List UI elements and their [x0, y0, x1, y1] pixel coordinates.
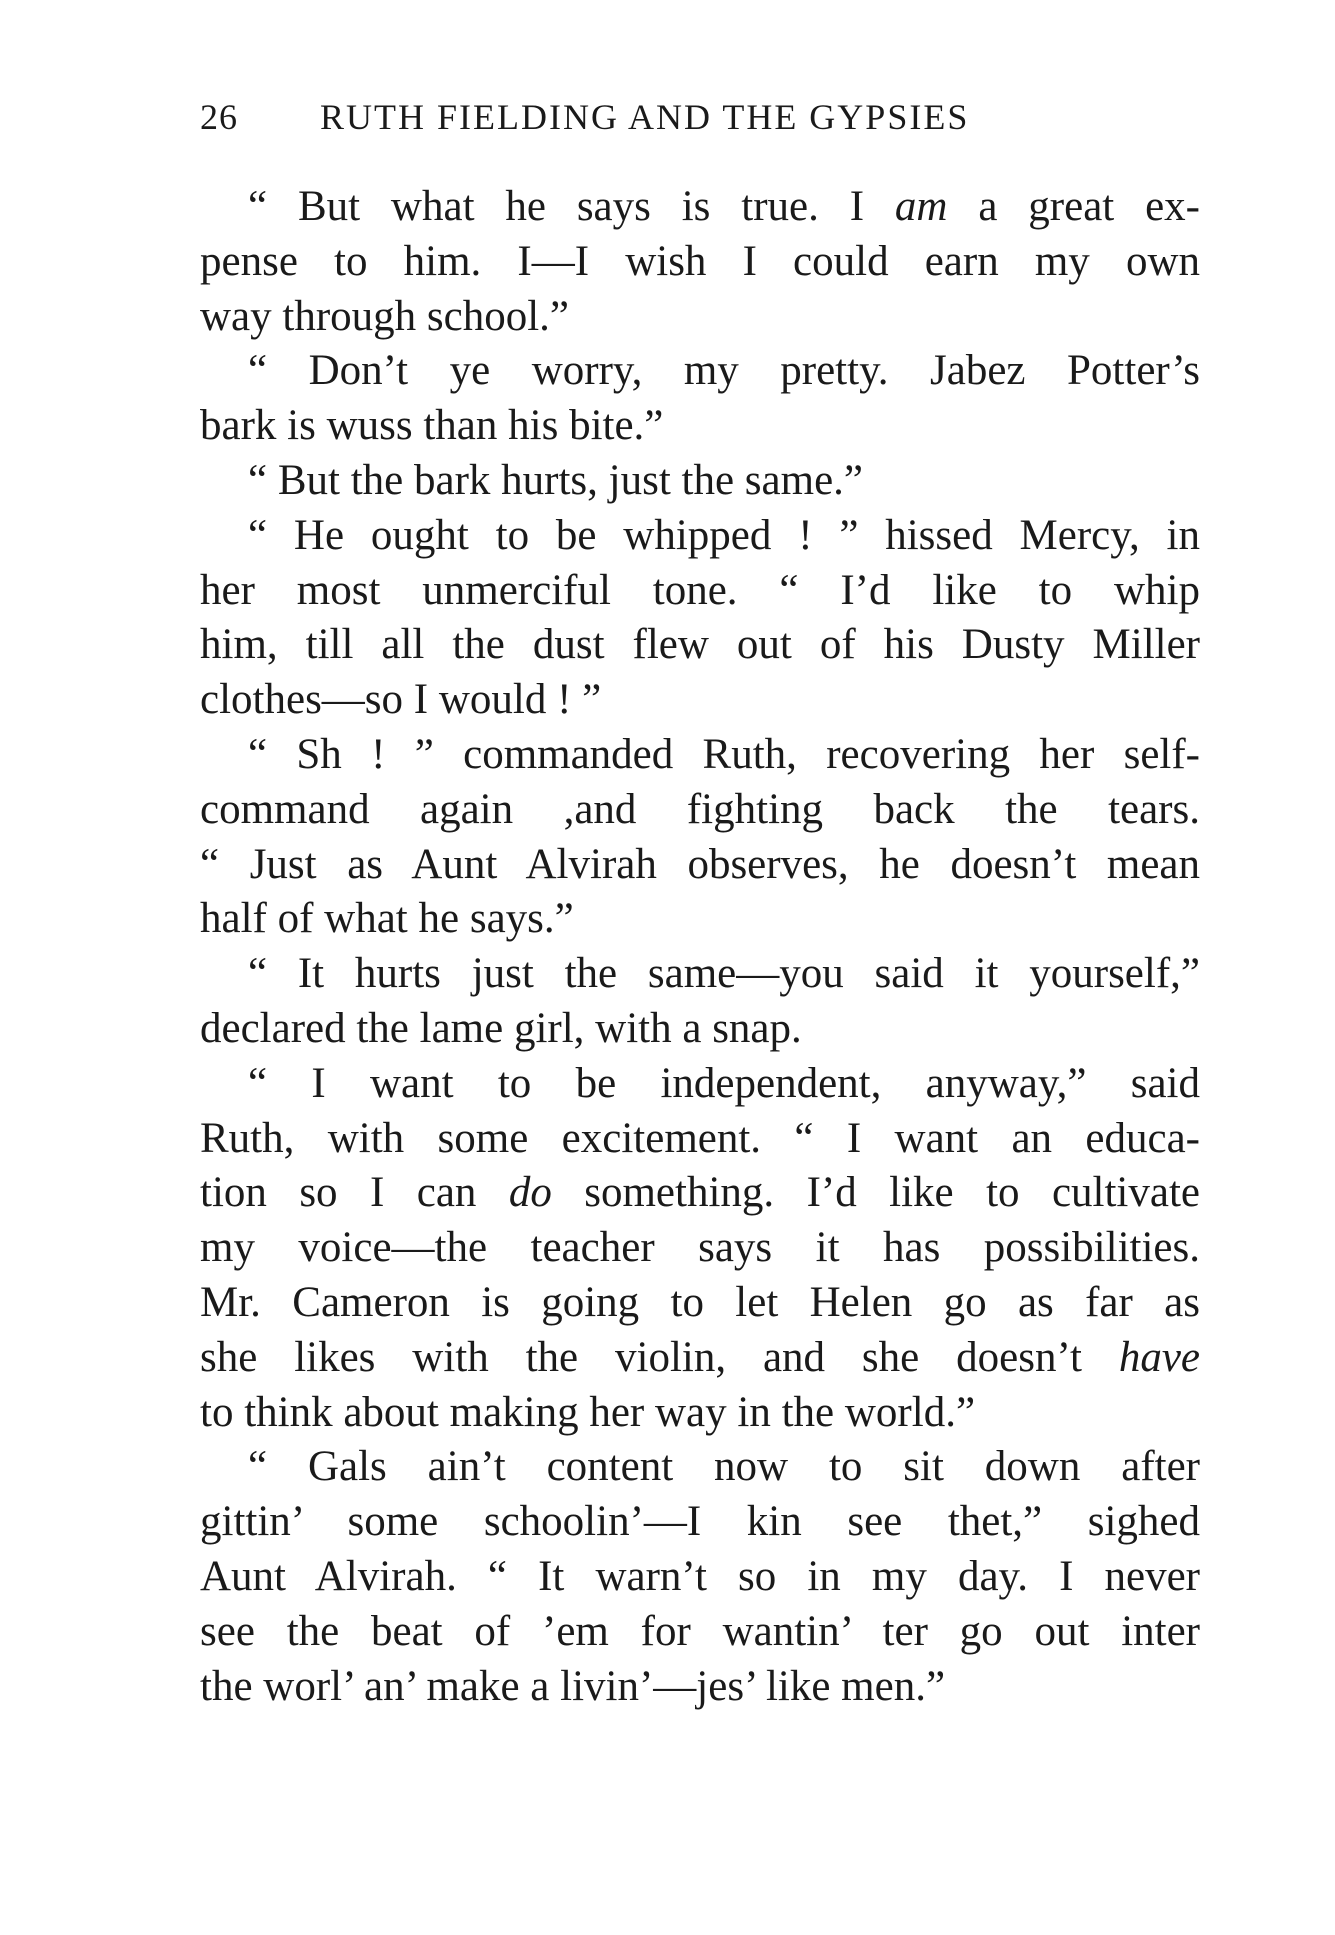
text-span: see the beat of ’em for wantin’ ter go out inter [200, 1607, 1200, 1655]
text-line [200, 564, 1200, 619]
text-span: to think about making her way in the world.” [200, 1388, 976, 1436]
text-span: “ But what he says is true. I [248, 183, 895, 230]
text-line [200, 1495, 1200, 1550]
text-span: him, till all the dust flew out of his Dusty Miller [200, 621, 1200, 669]
text-span: half of what he says.” [200, 895, 574, 943]
text-line [200, 1331, 1200, 1386]
text-span: gittin’ some schoolin’—I kin see thet,” sighed [200, 1498, 1200, 1546]
text-line [200, 1221, 1200, 1276]
text-span: “ Sh ! ” commanded Ruth, recovering her self- [248, 730, 1200, 778]
text-line [200, 290, 1200, 345]
text-line [200, 180, 1200, 235]
text-span: the worl’ an’ make a livin’—jes’ like men.” [200, 1662, 946, 1710]
text-line [200, 783, 1200, 838]
body-text [200, 180, 1200, 1714]
text-span: “ He ought to be whipped ! ” hissed Mercy, in [248, 511, 1200, 559]
text-span: command again ,and fighting back the tears. [200, 785, 1200, 833]
running-title: RUTH FIELDING AND THE GYPSIES [320, 97, 970, 137]
text-span: “ It hurts just the same—you said it yourself,” [248, 950, 1200, 998]
text-span: Aunt Alvirah. “ It warn’t so in my day. I never [200, 1552, 1200, 1600]
text-line [200, 454, 1200, 509]
text-span: pense to him. I—I wish I could earn my own [200, 237, 1200, 285]
text-line [200, 1057, 1200, 1112]
text-span: Mr. Cameron is going to let Helen go as far as [200, 1278, 1200, 1326]
text-line [200, 892, 1200, 947]
text-span: tion so I can [200, 1169, 509, 1217]
page-header [200, 96, 1200, 146]
text-line [200, 1112, 1200, 1167]
text-line [200, 399, 1200, 454]
text-span: declared the lame girl, with a snap. [200, 1004, 802, 1052]
text-span: clothes—so I would ! ” [200, 676, 602, 724]
text-line [200, 1605, 1200, 1660]
text-span: a great ex- [947, 183, 1200, 230]
page-number: 26 [200, 97, 238, 137]
emphasis-text: do [508, 1169, 552, 1217]
text-span: her most unmerciful tone. “ I’d like to whip [200, 566, 1200, 614]
text-line [200, 1166, 1200, 1221]
text-line [200, 1002, 1200, 1057]
text-line [200, 1660, 1200, 1715]
text-span: bark is wuss than his bite.” [200, 402, 664, 450]
text-span: “ Don’t ye worry, my pretty. Jabez Potter’s [248, 347, 1200, 395]
emphasis-text: have [1118, 1333, 1200, 1381]
text-line [200, 618, 1200, 673]
text-line [200, 1386, 1200, 1441]
text-line [200, 509, 1200, 564]
text-line [200, 1440, 1200, 1495]
text-line [200, 235, 1200, 290]
text-line [200, 838, 1200, 893]
text-line [200, 947, 1200, 1002]
text-line [200, 344, 1200, 399]
text-span: way through school.” [200, 292, 570, 340]
emphasis-text: am [894, 183, 948, 230]
text-line [200, 673, 1200, 728]
text-span: “ Just as Aunt Alvirah observes, he doesn’t mean [200, 840, 1200, 888]
text-span: she likes with the violin, and she doesn’t [200, 1333, 1119, 1381]
text-line [200, 1276, 1200, 1331]
text-span: “ But the bark hurts, just the same.” [248, 456, 863, 504]
text-span: my voice—the teacher says it has possibilities. [200, 1224, 1200, 1272]
text-line [200, 1550, 1200, 1605]
text-line [200, 728, 1200, 783]
text-span: “ Gals ain’t content now to sit down after [248, 1443, 1200, 1491]
text-span: something. I’d like to cultivate [551, 1169, 1200, 1217]
text-span: “ I want to be independent, anyway,” said [248, 1059, 1200, 1107]
text-span: Ruth, with some excitement. “ I want an educa- [200, 1114, 1200, 1162]
